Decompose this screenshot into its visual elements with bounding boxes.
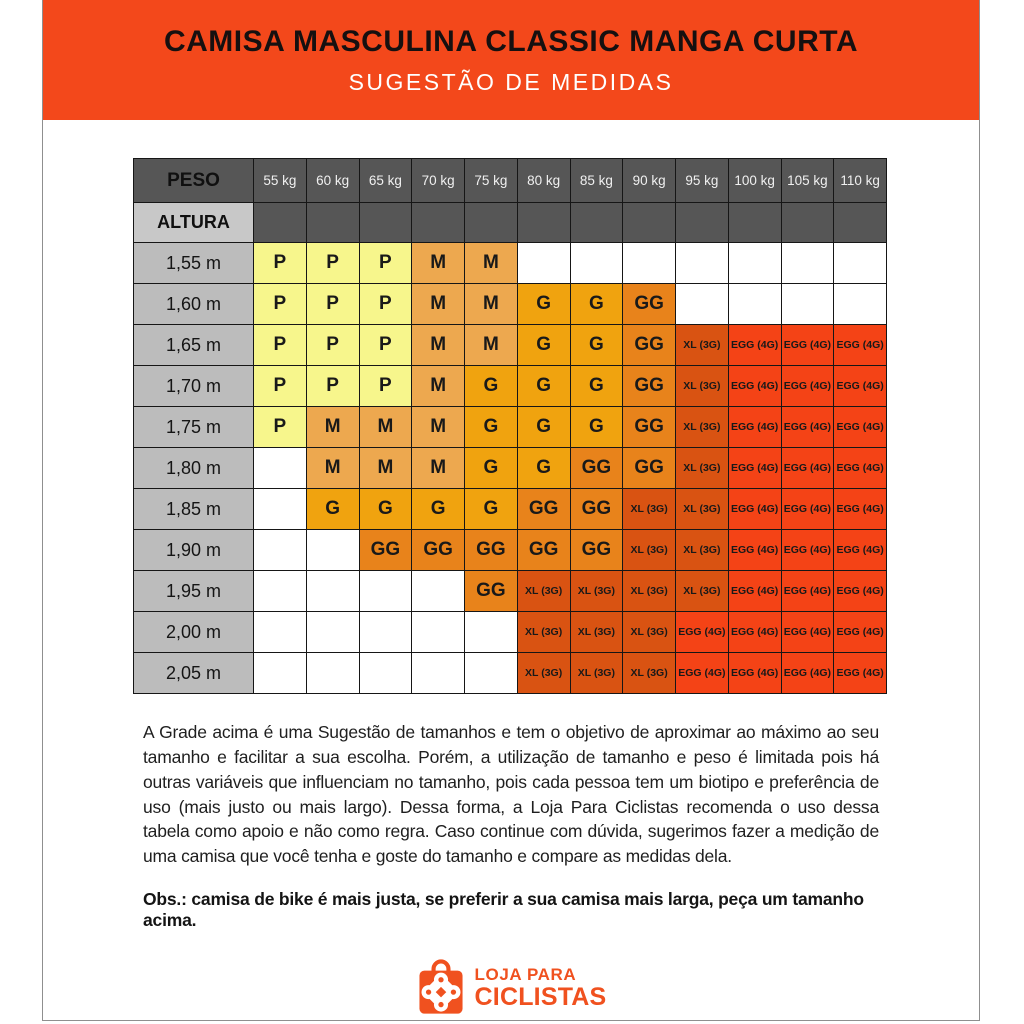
- size-cell: GG: [623, 407, 676, 448]
- empty-cell: [834, 284, 887, 325]
- empty-cell: [306, 653, 359, 694]
- altura-spacer-cell: [623, 203, 676, 243]
- size-cell: EGG (4G): [781, 489, 834, 530]
- size-cell: P: [359, 325, 412, 366]
- size-cell: P: [359, 243, 412, 284]
- altura-spacer-cell: [781, 203, 834, 243]
- size-cell: M: [359, 407, 412, 448]
- size-cell: M: [306, 407, 359, 448]
- size-cell: XL (3G): [676, 407, 729, 448]
- size-cell: EGG (4G): [676, 612, 729, 653]
- empty-cell: [570, 243, 623, 284]
- empty-cell: [359, 653, 412, 694]
- logo-text-line2: CICLISTAS: [474, 983, 607, 1012]
- size-cell: G: [517, 407, 570, 448]
- size-cell: M: [412, 407, 465, 448]
- size-cell: G: [570, 407, 623, 448]
- size-cell: XL (3G): [623, 612, 676, 653]
- size-cell: G: [570, 284, 623, 325]
- size-cell: XL (3G): [570, 571, 623, 612]
- size-cell: P: [254, 407, 307, 448]
- size-cell: G: [359, 489, 412, 530]
- size-cell: XL (3G): [517, 653, 570, 694]
- empty-cell: [728, 284, 781, 325]
- size-cell: EGG (4G): [781, 612, 834, 653]
- size-cell: M: [412, 284, 465, 325]
- size-cell: XL (3G): [623, 530, 676, 571]
- altura-spacer-cell: [517, 203, 570, 243]
- empty-cell: [306, 530, 359, 571]
- size-cell: EGG (4G): [834, 407, 887, 448]
- size-cell: P: [306, 284, 359, 325]
- size-cell: EGG (4G): [728, 325, 781, 366]
- size-cell: EGG (4G): [834, 612, 887, 653]
- empty-cell: [676, 284, 729, 325]
- size-cell: P: [254, 243, 307, 284]
- size-cell: XL (3G): [623, 653, 676, 694]
- size-cell: GG: [623, 448, 676, 489]
- size-cell: P: [306, 366, 359, 407]
- size-cell: M: [412, 243, 465, 284]
- empty-cell: [834, 243, 887, 284]
- height-label-cell: 1,70 m: [134, 366, 254, 407]
- size-cell: EGG (4G): [728, 530, 781, 571]
- empty-cell: [676, 243, 729, 284]
- size-cell: EGG (4G): [728, 366, 781, 407]
- size-cell: EGG (4G): [728, 407, 781, 448]
- size-cell: M: [412, 448, 465, 489]
- size-cell: EGG (4G): [728, 653, 781, 694]
- size-cell: P: [254, 325, 307, 366]
- empty-cell: [465, 612, 518, 653]
- height-label-cell: 1,95 m: [134, 571, 254, 612]
- size-cell: M: [306, 448, 359, 489]
- size-cell: EGG (4G): [781, 448, 834, 489]
- altura-header-cell: ALTURA: [134, 203, 254, 243]
- empty-cell: [254, 571, 307, 612]
- size-cell: EGG (4G): [676, 653, 729, 694]
- empty-cell: [306, 612, 359, 653]
- table-row: [134, 612, 887, 653]
- size-cell: P: [254, 366, 307, 407]
- size-cell: EGG (4G): [781, 407, 834, 448]
- size-cell: XL (3G): [676, 448, 729, 489]
- table-row: [134, 530, 887, 571]
- altura-spacer-cell: [728, 203, 781, 243]
- height-label-cell: 1,55 m: [134, 243, 254, 284]
- table-row: [134, 653, 887, 694]
- size-cell: GG: [465, 571, 518, 612]
- weight-header-cell: 95 kg: [676, 159, 729, 203]
- size-cell: GG: [570, 448, 623, 489]
- size-cell: M: [465, 243, 518, 284]
- table-row: [134, 366, 887, 407]
- size-cell: P: [254, 284, 307, 325]
- weight-header-cell: 75 kg: [465, 159, 518, 203]
- table-row: [134, 489, 887, 530]
- empty-cell: [359, 571, 412, 612]
- weight-header-cell: 110 kg: [834, 159, 887, 203]
- weight-header-cell: 90 kg: [623, 159, 676, 203]
- weight-header-cell: 60 kg: [306, 159, 359, 203]
- size-table: [133, 158, 887, 694]
- altura-spacer-cell: [570, 203, 623, 243]
- size-cell: P: [306, 243, 359, 284]
- altura-spacer-cell: [412, 203, 465, 243]
- empty-cell: [465, 653, 518, 694]
- empty-cell: [623, 243, 676, 284]
- size-cell: G: [465, 407, 518, 448]
- size-cell: GG: [623, 366, 676, 407]
- size-cell: P: [306, 325, 359, 366]
- empty-cell: [254, 448, 307, 489]
- size-cell: XL (3G): [676, 530, 729, 571]
- empty-cell: [254, 653, 307, 694]
- size-cell: EGG (4G): [728, 489, 781, 530]
- size-cell: EGG (4G): [834, 489, 887, 530]
- height-label-cell: 1,85 m: [134, 489, 254, 530]
- altura-spacer-cell: [306, 203, 359, 243]
- size-cell: GG: [359, 530, 412, 571]
- size-cell: GG: [517, 489, 570, 530]
- size-cell: EGG (4G): [834, 530, 887, 571]
- empty-cell: [254, 489, 307, 530]
- header-subtitle: SUGESTÃO DE MEDIDAS: [348, 68, 674, 95]
- table-row: [134, 448, 887, 489]
- size-cell: XL (3G): [676, 571, 729, 612]
- logo: [43, 959, 979, 1017]
- weight-header-cell: 80 kg: [517, 159, 570, 203]
- size-cell: G: [412, 489, 465, 530]
- size-guide-card: [42, 0, 980, 1021]
- size-cell: G: [465, 489, 518, 530]
- size-cell: G: [517, 448, 570, 489]
- size-cell: G: [465, 448, 518, 489]
- weight-header-cell: 85 kg: [570, 159, 623, 203]
- size-cell: GG: [517, 530, 570, 571]
- logo-text: [475, 966, 607, 1010]
- empty-cell: [412, 612, 465, 653]
- height-label-cell: 1,60 m: [134, 284, 254, 325]
- weight-header-cell: 70 kg: [412, 159, 465, 203]
- logo-text-line1: LOJA PARA: [474, 965, 577, 985]
- size-cell: P: [359, 366, 412, 407]
- size-cell: XL (3G): [676, 489, 729, 530]
- size-cell: GG: [570, 530, 623, 571]
- size-cell: EGG (4G): [834, 653, 887, 694]
- empty-cell: [359, 612, 412, 653]
- size-table-head: [134, 159, 887, 243]
- size-cell: G: [517, 325, 570, 366]
- size-cell: P: [359, 284, 412, 325]
- table-row: [134, 407, 887, 448]
- size-cell: G: [517, 284, 570, 325]
- table-row: [134, 325, 887, 366]
- size-cell: EGG (4G): [728, 571, 781, 612]
- size-cell: GG: [465, 530, 518, 571]
- size-cell: XL (3G): [570, 612, 623, 653]
- weight-header-cell: 65 kg: [359, 159, 412, 203]
- size-cell: EGG (4G): [834, 366, 887, 407]
- height-label-cell: 1,80 m: [134, 448, 254, 489]
- empty-cell: [517, 243, 570, 284]
- size-cell: M: [359, 448, 412, 489]
- size-cell: G: [570, 366, 623, 407]
- height-label-cell: 2,05 m: [134, 653, 254, 694]
- empty-cell: [412, 653, 465, 694]
- size-cell: G: [465, 366, 518, 407]
- shopping-bag-chain-icon: [416, 959, 466, 1017]
- size-cell: EGG (4G): [781, 571, 834, 612]
- height-label-cell: 2,00 m: [134, 612, 254, 653]
- size-cell: XL (3G): [676, 366, 729, 407]
- empty-cell: [781, 284, 834, 325]
- size-cell: EGG (4G): [781, 325, 834, 366]
- size-cell: XL (3G): [517, 612, 570, 653]
- empty-cell: [781, 243, 834, 284]
- empty-cell: [728, 243, 781, 284]
- height-label-cell: 1,90 m: [134, 530, 254, 571]
- size-cell: EGG (4G): [728, 612, 781, 653]
- size-cell: EGG (4G): [781, 530, 834, 571]
- table-row: [134, 284, 887, 325]
- altura-spacer-cell: [834, 203, 887, 243]
- size-cell: GG: [623, 325, 676, 366]
- description-paragraph: A Grade acima é uma Sugestão de tamanhos e tem o objetivo de aproximar ao máximo ao seu tamanho e facilitar a sua escolha. Porém, a utilização de tamanho e peso é limitada pois há outras variáveis que influenciam no tamanho, pois cada pessoa tem um biotipo e preferência de uso (mais justo ou mais largo). Dessa forma, a Loja Para Ciclistas recomenda o uso dessa tabela como apoio e não como regra. Caso continue com dúvida, sugerimos fazer a medição de uma camisa que você tenha e goste do tamanho e compare as medidas dela.: [143, 722, 879, 867]
- size-cell: M: [465, 284, 518, 325]
- header-banner: [43, 0, 979, 120]
- size-cell: XL (3G): [517, 571, 570, 612]
- size-cell: G: [306, 489, 359, 530]
- height-label-cell: 1,75 m: [134, 407, 254, 448]
- size-cell: EGG (4G): [834, 325, 887, 366]
- size-cell: GG: [412, 530, 465, 571]
- product-title: CAMISA MASCULINA CLASSIC MANGA CURTA: [163, 24, 859, 58]
- peso-header-cell: PESO: [134, 159, 254, 203]
- size-cell: GG: [623, 284, 676, 325]
- empty-cell: [306, 571, 359, 612]
- size-cell: EGG (4G): [834, 571, 887, 612]
- size-table-body: [134, 243, 887, 694]
- altura-spacer-cell: [676, 203, 729, 243]
- empty-cell: [254, 612, 307, 653]
- size-cell: EGG (4G): [781, 653, 834, 694]
- altura-spacer-cell: [254, 203, 307, 243]
- height-label-cell: 1,65 m: [134, 325, 254, 366]
- altura-spacer-cell: [465, 203, 518, 243]
- size-cell: M: [465, 325, 518, 366]
- size-cell: XL (3G): [623, 571, 676, 612]
- size-cell: EGG (4G): [781, 366, 834, 407]
- size-cell: G: [517, 366, 570, 407]
- size-cell: EGG (4G): [834, 448, 887, 489]
- weight-header-cell: 55 kg: [254, 159, 307, 203]
- altura-spacer-cell: [359, 203, 412, 243]
- size-cell: XL (3G): [676, 325, 729, 366]
- size-cell: EGG (4G): [728, 448, 781, 489]
- size-cell: M: [412, 366, 465, 407]
- empty-cell: [412, 571, 465, 612]
- empty-cell: [254, 530, 307, 571]
- size-cell: GG: [570, 489, 623, 530]
- size-cell: XL (3G): [570, 653, 623, 694]
- note-paragraph: Obs.: camisa de bike é mais justa, se preferir a sua camisa mais larga, peça um tamanho acima.: [143, 889, 864, 931]
- weight-header-cell: 100 kg: [728, 159, 781, 203]
- table-row: [134, 571, 887, 612]
- size-cell: G: [570, 325, 623, 366]
- table-row: [134, 243, 887, 284]
- size-cell: M: [412, 325, 465, 366]
- weight-header-cell: 105 kg: [781, 159, 834, 203]
- size-cell: XL (3G): [623, 489, 676, 530]
